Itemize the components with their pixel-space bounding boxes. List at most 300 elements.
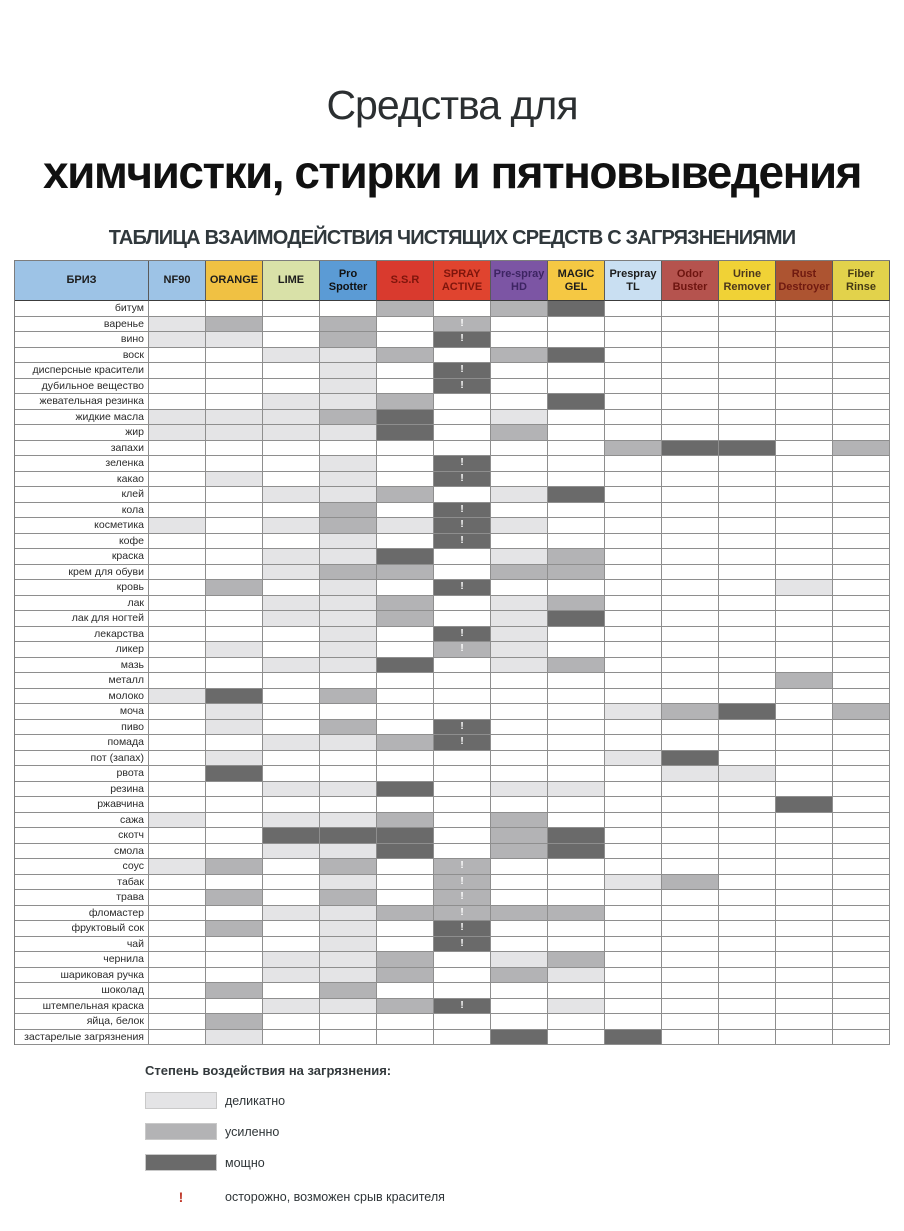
- matrix-cell: [149, 394, 206, 410]
- matrix-cell: [776, 952, 833, 968]
- matrix-cell: [776, 580, 833, 596]
- matrix-cell: [320, 658, 377, 674]
- matrix-cell: [662, 797, 719, 813]
- matrix-cell: [263, 642, 320, 658]
- legend-item-delicate: [145, 1092, 904, 1109]
- matrix-cell: [605, 673, 662, 689]
- matrix-cell: [605, 456, 662, 472]
- matrix-cell: [377, 1030, 434, 1046]
- matrix-cell: [434, 332, 491, 348]
- matrix-cell: [491, 906, 548, 922]
- matrix-cell: [149, 627, 206, 643]
- matrix-cell: [320, 456, 377, 472]
- matrix-cell: [491, 797, 548, 813]
- matrix-cell: [263, 611, 320, 627]
- caution-mark: !: [460, 379, 464, 391]
- row-label: сажа: [15, 813, 149, 829]
- row-label: застарелые загрязнения: [15, 1030, 149, 1046]
- matrix-cell: [548, 890, 605, 906]
- matrix-cell: [605, 797, 662, 813]
- matrix-cell: [548, 425, 605, 441]
- matrix-cell: [206, 782, 263, 798]
- matrix-cell: [206, 968, 263, 984]
- matrix-cell: [548, 348, 605, 364]
- matrix-cell: [548, 363, 605, 379]
- row-label: лекарства: [15, 627, 149, 643]
- row-label: краска: [15, 549, 149, 565]
- matrix-cell: [320, 859, 377, 875]
- matrix-cell: [434, 487, 491, 503]
- caution-mark: !: [460, 503, 464, 515]
- title-block: [0, 0, 904, 250]
- row-label: моча: [15, 704, 149, 720]
- matrix-cell: [434, 534, 491, 550]
- matrix-cell: [149, 751, 206, 767]
- matrix-cell: [434, 456, 491, 472]
- matrix-cell: [320, 673, 377, 689]
- matrix-cell: [263, 410, 320, 426]
- matrix-cell: [263, 1014, 320, 1030]
- matrix-cell: [776, 363, 833, 379]
- matrix-cell: [434, 503, 491, 519]
- matrix-cell: [776, 596, 833, 612]
- matrix-cell: [605, 580, 662, 596]
- matrix-cell: [377, 549, 434, 565]
- matrix-cell: [377, 611, 434, 627]
- matrix-cell: [719, 968, 776, 984]
- matrix-cell: [548, 317, 605, 333]
- matrix-cell: [548, 844, 605, 860]
- matrix-cell: [434, 797, 491, 813]
- matrix-cell: [206, 549, 263, 565]
- matrix-cell: [719, 689, 776, 705]
- matrix-cell: [491, 410, 548, 426]
- matrix-cell: [776, 890, 833, 906]
- row-label: дисперсные красители: [15, 363, 149, 379]
- matrix-cell: [776, 394, 833, 410]
- matrix-cell: [206, 828, 263, 844]
- matrix-cell: [719, 596, 776, 612]
- matrix-cell: [719, 425, 776, 441]
- legend-item-enhanced: [145, 1123, 904, 1140]
- matrix-cell: [776, 1030, 833, 1046]
- matrix-cell: [263, 704, 320, 720]
- matrix-cell: [434, 875, 491, 891]
- matrix-cell: [605, 735, 662, 751]
- matrix-cell: [434, 580, 491, 596]
- matrix-cell: [719, 1030, 776, 1046]
- matrix-cell: [719, 704, 776, 720]
- matrix-cell: [149, 952, 206, 968]
- matrix-cell: [662, 751, 719, 767]
- matrix-cell: [377, 844, 434, 860]
- matrix-cell: [320, 534, 377, 550]
- matrix-cell: [206, 627, 263, 643]
- matrix-cell: [149, 875, 206, 891]
- matrix-cell: [263, 813, 320, 829]
- column-header-pre-spray-hd: Pre-spray HD: [491, 261, 548, 301]
- matrix-cell: [320, 797, 377, 813]
- matrix-cell: [263, 720, 320, 736]
- matrix-cell: [605, 813, 662, 829]
- matrix-cell: [491, 782, 548, 798]
- matrix-cell: [206, 751, 263, 767]
- matrix-cell: [377, 627, 434, 643]
- matrix-cell: [377, 425, 434, 441]
- matrix-cell: [605, 410, 662, 426]
- matrix-cell: [206, 487, 263, 503]
- matrix-cell: [263, 518, 320, 534]
- matrix-cell: [320, 720, 377, 736]
- matrix-cell: [548, 689, 605, 705]
- matrix-cell: [719, 859, 776, 875]
- matrix-cell: [263, 596, 320, 612]
- column-header-nf90: NF90: [149, 261, 206, 301]
- matrix-cell: [548, 565, 605, 581]
- matrix-cell: [662, 394, 719, 410]
- matrix-cell: [149, 611, 206, 627]
- row-label: молоко: [15, 689, 149, 705]
- matrix-cell: [719, 518, 776, 534]
- matrix-cell: [491, 565, 548, 581]
- row-label: жир: [15, 425, 149, 441]
- matrix-cell: [206, 937, 263, 953]
- matrix-cell: [833, 472, 890, 488]
- matrix-cell: [263, 425, 320, 441]
- matrix-cell: [149, 332, 206, 348]
- matrix-cell: [206, 394, 263, 410]
- matrix-cell: [548, 642, 605, 658]
- caution-mark: !: [460, 457, 464, 469]
- matrix-cell: [320, 425, 377, 441]
- matrix-cell: [548, 441, 605, 457]
- matrix-cell: [149, 999, 206, 1015]
- matrix-cell: [263, 782, 320, 798]
- matrix-cell: [662, 348, 719, 364]
- matrix-cell: [605, 596, 662, 612]
- legend-label: усиленно: [225, 1124, 280, 1139]
- matrix-cell: [719, 673, 776, 689]
- matrix-cell: [377, 782, 434, 798]
- matrix-cell: [719, 797, 776, 813]
- column-header-rust-destroyer: Rust Destroyer: [776, 261, 833, 301]
- matrix-cell: [320, 410, 377, 426]
- matrix-cell: [206, 859, 263, 875]
- page-title-line1: Средства для: [326, 82, 578, 128]
- matrix-cell: [320, 441, 377, 457]
- matrix-cell: [434, 441, 491, 457]
- matrix-cell: [206, 983, 263, 999]
- matrix-cell: [662, 379, 719, 395]
- matrix-cell: [434, 720, 491, 736]
- matrix-cell: [377, 859, 434, 875]
- matrix-cell: [776, 348, 833, 364]
- matrix-cell: [491, 813, 548, 829]
- matrix-cell: [149, 456, 206, 472]
- matrix-cell: [263, 1030, 320, 1046]
- row-label: рвота: [15, 766, 149, 782]
- matrix-cell: [491, 332, 548, 348]
- matrix-cell: [149, 642, 206, 658]
- matrix-cell: [320, 332, 377, 348]
- matrix-cell: [548, 518, 605, 534]
- matrix-cell: [434, 611, 491, 627]
- caution-mark: !: [460, 736, 464, 748]
- matrix-cell: [320, 937, 377, 953]
- matrix-cell: [776, 503, 833, 519]
- matrix-cell: [320, 348, 377, 364]
- matrix-cell: [434, 921, 491, 937]
- matrix-cell: [149, 689, 206, 705]
- matrix-cell: [206, 565, 263, 581]
- matrix-cell: [605, 441, 662, 457]
- row-label: ликер: [15, 642, 149, 658]
- matrix-cell: [263, 937, 320, 953]
- legend-label: деликатно: [225, 1093, 286, 1108]
- caution-mark: !: [460, 720, 464, 732]
- matrix-cell: [149, 766, 206, 782]
- matrix-cell: [377, 890, 434, 906]
- matrix-cell: [776, 782, 833, 798]
- matrix-cell: [662, 735, 719, 751]
- matrix-cell: [377, 952, 434, 968]
- matrix-cell: [776, 487, 833, 503]
- matrix-cell: [263, 549, 320, 565]
- matrix-cell: [491, 611, 548, 627]
- matrix-cell: [833, 797, 890, 813]
- matrix-cell: [491, 673, 548, 689]
- matrix-cell: [605, 425, 662, 441]
- matrix-cell: [377, 720, 434, 736]
- matrix-cell: [377, 1014, 434, 1030]
- matrix-cell: [548, 1030, 605, 1046]
- matrix-cell: [605, 859, 662, 875]
- matrix-cell: [662, 658, 719, 674]
- matrix-cell: [263, 658, 320, 674]
- matrix-cell: [833, 394, 890, 410]
- matrix-cell: [719, 999, 776, 1015]
- matrix-cell: [719, 766, 776, 782]
- matrix-cell: [833, 363, 890, 379]
- matrix-cell: [263, 456, 320, 472]
- matrix-cell: [548, 379, 605, 395]
- matrix-cell: [776, 875, 833, 891]
- column-header-odor-buster: Odor Buster: [662, 261, 719, 301]
- matrix-cell: [377, 503, 434, 519]
- matrix-cell: [719, 363, 776, 379]
- matrix-cell: [491, 348, 548, 364]
- matrix-cell: [491, 379, 548, 395]
- matrix-cell: [320, 379, 377, 395]
- matrix-cell: [377, 379, 434, 395]
- row-label: пиво: [15, 720, 149, 736]
- matrix-cell: [434, 766, 491, 782]
- matrix-cell: [263, 565, 320, 581]
- matrix-cell: [662, 875, 719, 891]
- matrix-cell: [833, 611, 890, 627]
- matrix-cell: [491, 394, 548, 410]
- caution-mark: !: [460, 317, 464, 329]
- matrix-cell: [605, 534, 662, 550]
- row-label: яйца, белок: [15, 1014, 149, 1030]
- matrix-cell: [605, 875, 662, 891]
- matrix-cell: [263, 627, 320, 643]
- matrix-cell: [263, 348, 320, 364]
- matrix-cell: [149, 704, 206, 720]
- matrix-cell: [320, 363, 377, 379]
- matrix-cell: [719, 921, 776, 937]
- matrix-cell: [548, 875, 605, 891]
- matrix-cell: [548, 580, 605, 596]
- matrix-cell: [434, 301, 491, 317]
- matrix-cell: [434, 642, 491, 658]
- matrix-cell: [548, 999, 605, 1015]
- matrix-cell: [719, 317, 776, 333]
- matrix-cell: [605, 301, 662, 317]
- matrix-cell: [206, 425, 263, 441]
- matrix-cell: [206, 844, 263, 860]
- matrix-cell: [149, 782, 206, 798]
- matrix-cell: [206, 766, 263, 782]
- matrix-cell: [263, 503, 320, 519]
- row-label: воск: [15, 348, 149, 364]
- matrix-cell: [491, 844, 548, 860]
- matrix-cell: [263, 766, 320, 782]
- matrix-cell: [719, 890, 776, 906]
- matrix-cell: [719, 735, 776, 751]
- matrix-cell: [377, 689, 434, 705]
- matrix-cell: [833, 658, 890, 674]
- matrix-cell: [719, 549, 776, 565]
- matrix-cell: [434, 472, 491, 488]
- matrix-cell: [491, 720, 548, 736]
- matrix-cell: [833, 766, 890, 782]
- matrix-cell: [434, 549, 491, 565]
- matrix-cell: [776, 642, 833, 658]
- matrix-cell: [719, 937, 776, 953]
- matrix-cell: [377, 332, 434, 348]
- matrix-cell: [662, 642, 719, 658]
- matrix-cell: [605, 472, 662, 488]
- matrix-cell: [149, 472, 206, 488]
- matrix-cell: [605, 363, 662, 379]
- caution-mark: !: [460, 472, 464, 484]
- matrix-cell: [548, 859, 605, 875]
- matrix-cell: [206, 332, 263, 348]
- matrix-cell: [320, 890, 377, 906]
- matrix-cell: [605, 968, 662, 984]
- matrix-cell: [776, 828, 833, 844]
- matrix-cell: [434, 394, 491, 410]
- caution-mark: !: [460, 937, 464, 949]
- matrix-cell: [833, 580, 890, 596]
- matrix-cell: [320, 689, 377, 705]
- matrix-cell: [206, 596, 263, 612]
- matrix-cell: [776, 627, 833, 643]
- matrix-cell: [149, 580, 206, 596]
- row-label: битум: [15, 301, 149, 317]
- matrix-cell: [434, 735, 491, 751]
- column-header-magic-gel: MAGIC GEL: [548, 261, 605, 301]
- caution-mark: !: [460, 627, 464, 639]
- column-header-orange: ORANGE: [206, 261, 263, 301]
- matrix-cell: [605, 642, 662, 658]
- matrix-cell: [719, 952, 776, 968]
- matrix-cell: [263, 890, 320, 906]
- matrix-cell: [491, 534, 548, 550]
- matrix-cell: [719, 611, 776, 627]
- row-label: фломастер: [15, 906, 149, 922]
- matrix-cell: [377, 487, 434, 503]
- matrix-cell: [719, 627, 776, 643]
- matrix-cell: [377, 999, 434, 1015]
- matrix-cell: [320, 611, 377, 627]
- matrix-cell: [719, 844, 776, 860]
- matrix-cell: [149, 828, 206, 844]
- row-label: запахи: [15, 441, 149, 457]
- matrix-cell: [548, 937, 605, 953]
- matrix-cell: [605, 317, 662, 333]
- matrix-cell: [605, 999, 662, 1015]
- matrix-cell: [548, 658, 605, 674]
- matrix-cell: [605, 720, 662, 736]
- matrix-cell: [662, 332, 719, 348]
- matrix-cell: [833, 689, 890, 705]
- matrix-cell: [206, 875, 263, 891]
- row-label: крем для обуви: [15, 565, 149, 581]
- matrix-cell: [206, 379, 263, 395]
- matrix-cell: [263, 859, 320, 875]
- matrix-cell: [434, 410, 491, 426]
- matrix-cell: [662, 766, 719, 782]
- matrix-cell: [605, 890, 662, 906]
- matrix-cell: [719, 503, 776, 519]
- matrix-cell: [263, 441, 320, 457]
- matrix-cell: [263, 379, 320, 395]
- matrix-cell: [662, 720, 719, 736]
- matrix-cell: [434, 968, 491, 984]
- matrix-cell: [662, 952, 719, 968]
- matrix-cell: [206, 952, 263, 968]
- matrix-cell: [719, 782, 776, 798]
- matrix-cell: [320, 472, 377, 488]
- matrix-cell: [149, 1014, 206, 1030]
- matrix-cell: [434, 425, 491, 441]
- matrix-cell: [548, 906, 605, 922]
- matrix-cell: [548, 503, 605, 519]
- matrix-cell: [206, 456, 263, 472]
- row-label: помада: [15, 735, 149, 751]
- row-label: жевательная резинка: [15, 394, 149, 410]
- matrix-cell: [662, 999, 719, 1015]
- row-label: кровь: [15, 580, 149, 596]
- matrix-cell: [605, 766, 662, 782]
- matrix-cell: [320, 642, 377, 658]
- matrix-cell: [719, 379, 776, 395]
- matrix-cell: [719, 394, 776, 410]
- matrix-cell: [434, 937, 491, 953]
- matrix-cell: [434, 890, 491, 906]
- matrix-cell: [377, 673, 434, 689]
- matrix-cell: [776, 410, 833, 426]
- matrix-cell: [662, 565, 719, 581]
- matrix-cell: [719, 472, 776, 488]
- matrix-cell: [377, 596, 434, 612]
- matrix-cell: [776, 565, 833, 581]
- matrix-cell: [377, 766, 434, 782]
- matrix-cell: [776, 317, 833, 333]
- matrix-cell: [548, 751, 605, 767]
